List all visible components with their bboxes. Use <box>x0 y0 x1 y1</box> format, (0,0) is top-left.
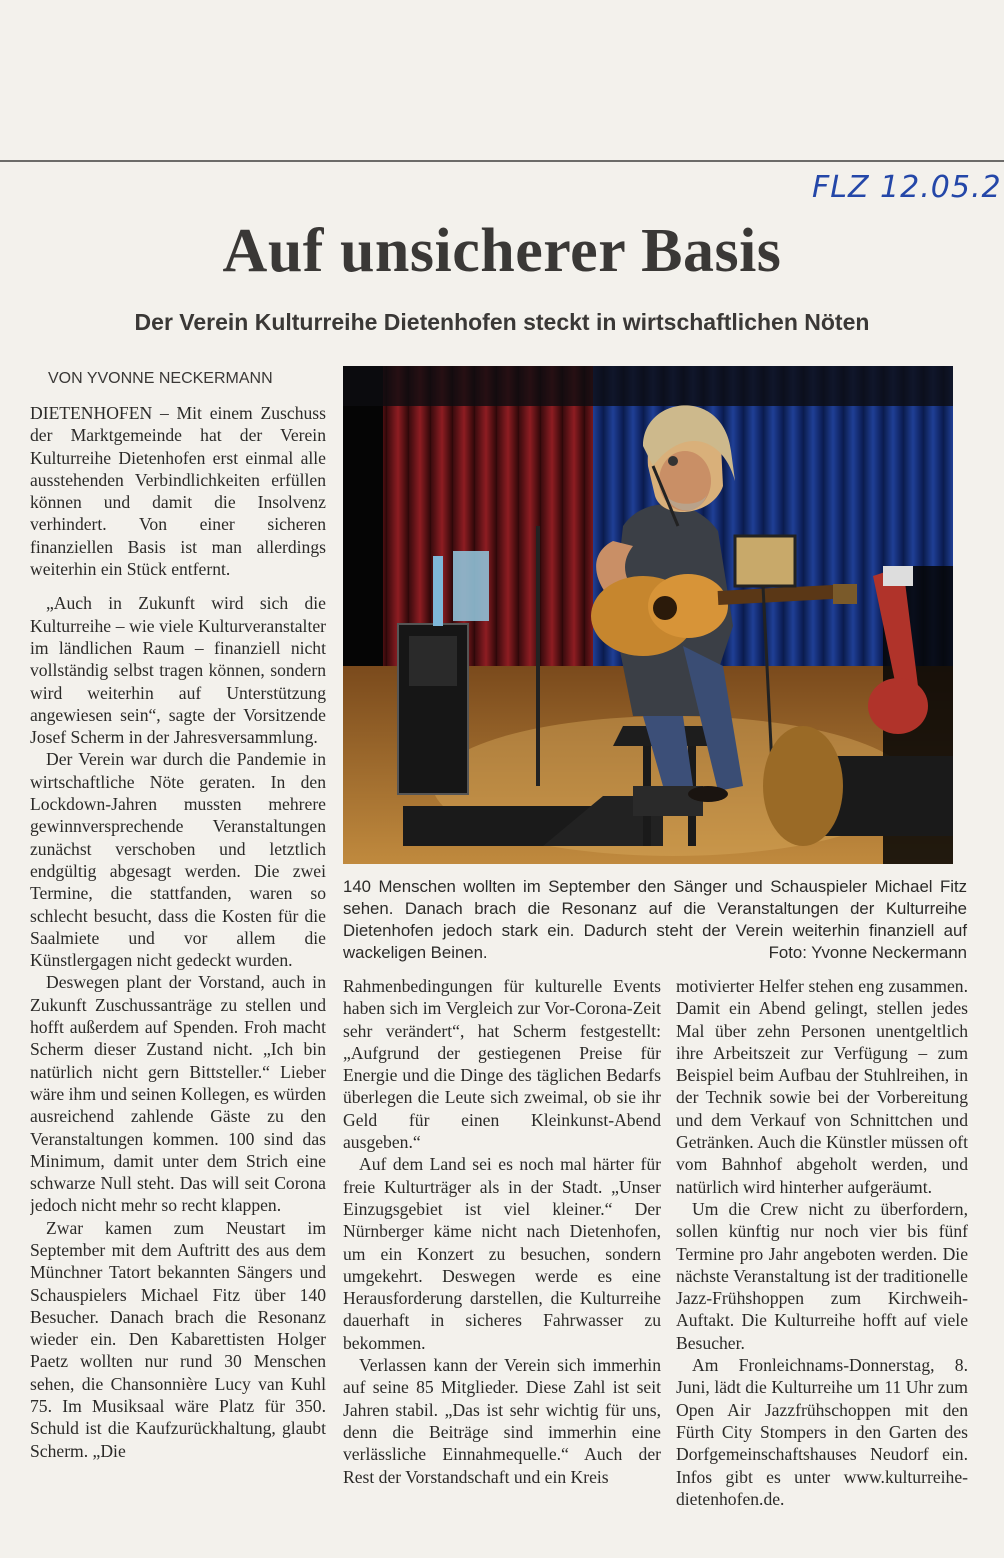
caption-text: 140 Menschen wollten im September den Sänger und Schauspieler Michael Fitz sehen. Danach brach die Resonanz auf die Veranstaltungen der Kulturreihe Dietenhofen jedoch stark ein. Dadurch steht der Verein weiterhin finanziell auf wackeligen Beinen. <box>343 877 967 962</box>
photo-caption <box>343 876 967 964</box>
byline: VON YVONNE NECKERMANN <box>48 370 273 387</box>
top-rule <box>0 160 1004 162</box>
paragraph: Rahmenbedingungen für kulturelle Events haben sich im Vergleich zur Vor-Corona-Zeit sehr verändert“, hat Scherm festgestellt: „Aufgrund der gestiegenen Preise für Energie und die Dinge des täglichen Bedarfs überlegen die Leute sich zweimal, ob sie ihr Geld für einen Kleinkunst-Abend ausgeben.“ <box>343 976 661 1153</box>
headline: Auf unsicherer Basis <box>222 217 782 285</box>
subheadline: Der Verein Kulturreihe Dietenhofen steckt in wirtschaftlichen Nöten <box>134 309 870 335</box>
paragraph: Um die Crew nicht zu überfordern, sollen künftig nur noch vier bis fünf Termine pro Jahr angeboten werden. Die nächste Veranstaltung ist der traditionelle Jazz-Frühshoppen zum Kirchweih-Auftakt. Die Kulturreihe hofft auf viele Besucher. <box>676 1198 968 1353</box>
paragraph: motivierter Helfer stehen eng zusammen. Damit ein Abend gelingt, stellen jedes Mal über zehn Personen unentgeltlich ihre Arbeitszeit zur Verfügung – zum Beispiel beim Aufbau der Stuhlreihen, in der Technik sowie bei der Vorbereitung und dem Verkauf von Schnittchen und Getränken. Auch die Künstler müssen oft vom Bahnhof abgeholt werden, und natürlich wird hinterher aufgeräumt. <box>676 976 968 1197</box>
paragraph: Auf dem Land sei es noch mal härter für freie Kulturträger als in der Stadt. „Unser Einzugsgebiet ist viel kleiner.“ Der Nürnberger käme nicht nach Dietenhofen, um ein Konzert zu besuchen, sondern umgekehrt. Deswegen werde es eine Herausforderung darstellen, die Kulturreihe dauerhaft in sicheres Fahrwasser zu bekommen. <box>343 1154 661 1353</box>
paragraph: Der Verein war durch die Pandemie in wirtschaftliche Nöte geraten. In den Lockdown-Jahren mussten mehrere gewinnversprechende Veranstaltungen zunächst verschoben und letztlich endgültig abgesagt werden. Die zwei Termine, die stattfanden, waren so schlecht besucht, dass die Kosten für die Saalmiete und vor allem die Künstlergagen nicht gedeckt wurden. <box>30 749 326 971</box>
paragraph: Zwar kamen zum Neustart im September mit dem Auftritt des aus dem Münchner Tatort bekannten Sängers und Schauspielers Michael Fitz über 140 Besucher. Danach brach die Resonanz wieder ein. Den Kabarettisten Holger Paetz wollten nur rund 30 Menschen sehen, die Chansonnière Lucy van Kuhl 75. Im Musiksaal wäre Platz für 350. Schuld ist die Kaufzurückhaltung, glaubt Scherm. „Die <box>30 1217 326 1461</box>
concert-photo <box>343 366 953 864</box>
paragraph: Verlassen kann der Verein sich immerhin auf seine 85 Mitglieder. Diese Zahl ist seit Jahren stabil. „Das ist sehr wichtig für uns, denn die Beiträge sind immerhin eine verlässliche Einnahmequelle.“ Auch der Rest der Vorstandschaft und ein Kreis <box>343 1355 661 1487</box>
paragraph: „Auch in Zukunft wird sich die Kulturreihe – wie viele Kulturveranstalter im ländlichen Raum – finanziell nicht vollständig selbst tragen können, sondern wird weiterhin auf Unterstützung angewiesen sein“, sagte der Vorsitzende Josef Scherm in der Jahresversammlung. <box>30 593 326 748</box>
photo-credit: Foto: Yvonne Neckermann <box>768 943 967 962</box>
handwritten-date-note: FLZ 12.05.2 <box>812 170 1002 205</box>
column-3 <box>676 975 968 1525</box>
paragraph: DIETENHOFEN – Mit einem Zuschuss der Marktgemeinde hat der Verein Kulturreihe Dietenhofen erst einmal alle ausstehenden Verbindlichkeiten erfüllen können und damit die Insolvenz verhindert. Von einer sicheren finanziellen Basis ist man allerdings weiterhin ein Stück entfernt. <box>30 403 326 580</box>
paragraph: Am Fronleichnams-Donnerstag, 8. Juni, lädt die Kulturreihe um 11 Uhr zum Open Air Jazzfrühschoppen mit den Fürth City Stompers in den Garten des Dorfgemeinschaftshauses Neudorf ein. Infos gibt es unter www.kulturreihe-dietenhofen.de. <box>676 1355 968 1509</box>
column-1 <box>30 402 326 1524</box>
musician-with-guitar-icon <box>343 366 953 864</box>
column-2 <box>343 975 661 1525</box>
paragraph: Deswegen plant der Vorstand, auch in Zukunft Zuschussanträge zu stellen und hofft außerdem auf Spenden. Froh macht Scherm dieser Zustand nicht. „Ich bin natürlich nicht gern Bittsteller.“ Lieber wäre ihm und seinen Kollegen, es würden ausreichend zahlende Gäste zu den Veranstaltungen kommen. 100 sind das Minimum, damit unter dem Strich eine schwarze Null steht. Das will seit Corona jedoch nicht mehr so recht klappen. <box>30 972 326 1216</box>
